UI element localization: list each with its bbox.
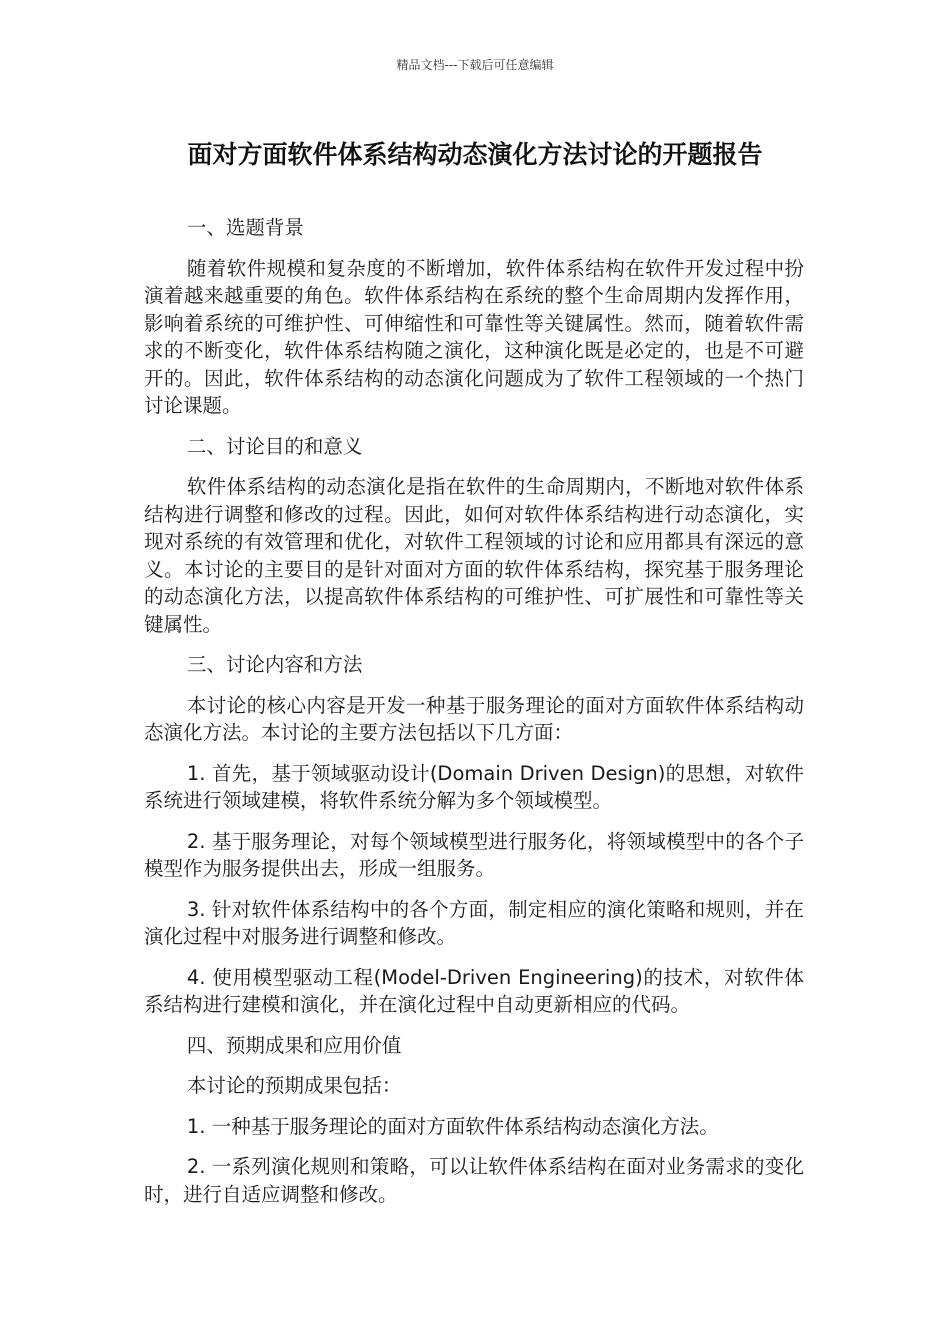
paragraph-purpose: 软件体系结构的动态演化是指在软件的生命周期内，不断地对软件体系结构进行调整和修改的过程。因此，如何对软件体系结构进行动态演化，实现对系统的有效管理和优化，对软件工程领域的讨论和应用都具有深远的意义。本讨论的主要目的是针对面对方面的软件体系结构，探究基于服务理论的动态演化方法，以提高软件体系结构的可维护性、可扩展性和可靠性等关键属性。 [144,475,804,636]
section-heading-content-methods: 三、讨论内容和方法 [186,653,363,676]
document-title: 面对方面软件体系结构动态演化方法讨论的开题报告 [187,140,763,169]
section-heading-background: 一、选题背景 [186,216,304,239]
header-note: 精品文档---下载后可任意编辑 [396,58,554,72]
section-heading-expected-results: 四、预期成果和应用价值 [186,1033,402,1057]
method-item-1: 1. 首先，基于领域驱动设计(Domain Driven Design)的思想，对软件系统进行领域建模，将软件系统分解为多个领域模型。 [144,761,804,812]
paragraph-background: 随着软件规模和复杂度的不断增加，软件体系结构在软件开发过程中扮演着越来越重要的角色。软件体系结构在系统的整个生命周期内发挥作用，影响着系统的可维护性、可伸缩性和可靠性等关键属性。然而，随着软件需求的不断变化，软件体系结构随之演化，这种演化既是必定的，也是不可避开的。因此，软件体系结构的动态演化问题成为了软件工程领域的一个热门讨论课题。 [144,256,804,417]
result-item-1: 1. 一种基于服务理论的面对方面软件体系结构动态演化方法。 [186,1114,719,1138]
method-item-4: 4. 使用模型驱动工程(Model-Driven Engineering)的技术，对软件体系结构进行建模和演化，并在演化过程中自动更新相应的代码。 [144,965,804,1016]
paragraph-expected-results-intro: 本讨论的预期成果包括： [186,1074,402,1097]
paragraph-content-methods: 本讨论的核心内容是开发一种基于服务理论的面对方面软件体系结构动态演化方法。本讨论的主要方法包括以下几方面： [144,693,804,744]
method-item-3: 3. 针对软件体系结构中的各个方面，制定相应的演化策略和规则，并在演化过程中对服务进行调整和修改。 [144,897,804,948]
section-heading-purpose: 二、讨论目的和意义 [186,434,363,458]
method-item-2: 2. 基于服务理论，对每个领域模型进行服务化，将领域模型中的各个子模型作为服务提供出去，形成一组服务。 [144,829,804,880]
result-item-2: 2. 一系列演化规则和策略，可以让软件体系结构在面对业务需求的变化时，进行自适应调整和修改。 [144,1155,804,1206]
document-body [144,214,804,1221]
